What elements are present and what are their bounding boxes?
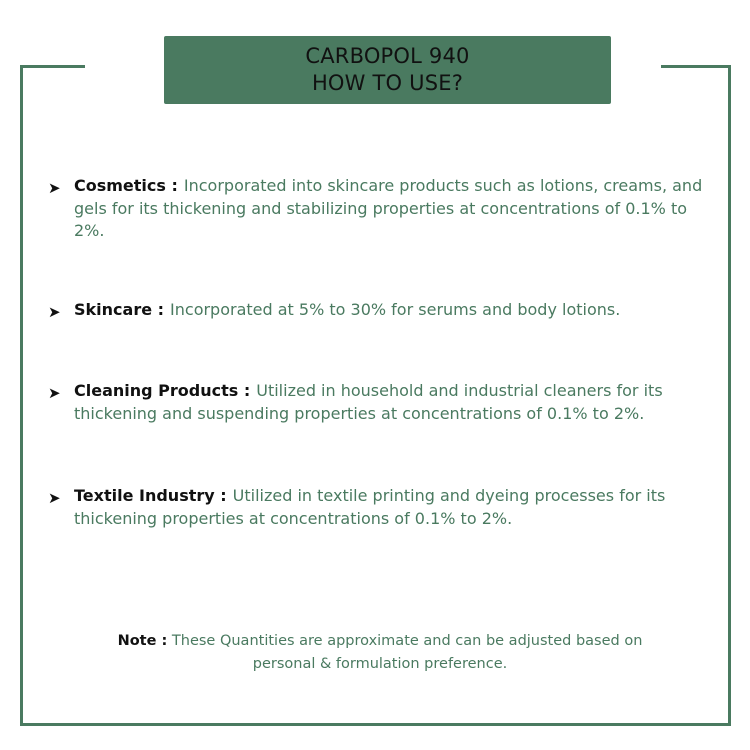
usage-item-label: Cosmetics : (74, 176, 178, 195)
note-section (100, 630, 660, 676)
page-title: CARBOPOL 940 (305, 44, 470, 68)
frame-top-right-segment (661, 65, 731, 68)
usage-item-cleaning-products (48, 380, 703, 425)
usage-item-cosmetics (48, 175, 703, 243)
note-label: Note : (117, 633, 168, 649)
arrow-bullet-icon: ➤ (48, 384, 61, 402)
usage-item-label: Cleaning Products : (74, 381, 251, 400)
usage-item-description: Incorporated at 5% to 30% for serums and body lotions. (170, 300, 621, 319)
frame-top-left-segment (20, 65, 85, 68)
note-text: These Quantities are approximate and can be adjusted based on personal & formulation preference. (171, 633, 643, 672)
usage-item-description: Utilized in household and industrial cleaners for its thickening and suspending properties at concentrations of 0.1% to 2%. (74, 381, 663, 423)
title-banner (164, 36, 611, 104)
usage-item-label: Textile Industry : (74, 486, 227, 505)
page-subtitle: HOW TO USE? (311, 71, 464, 95)
usage-item-label: Skincare : (74, 300, 165, 319)
usage-item-description: Utilized in textile printing and dyeing processes for its thickening properties at concentrations of 0.1% to 2%. (74, 486, 666, 528)
arrow-bullet-icon: ➤ (48, 489, 61, 507)
usage-item-skincare (48, 299, 703, 322)
usage-item-textile-industry (48, 485, 703, 530)
usage-item-description: Incorporated into skincare products such as lotions, creams, and gels for its thickening and stabilizing properties at concentrations of 0.1% to 2%. (74, 176, 703, 240)
arrow-bullet-icon: ➤ (48, 303, 61, 321)
arrow-bullet-icon: ➤ (48, 179, 61, 197)
